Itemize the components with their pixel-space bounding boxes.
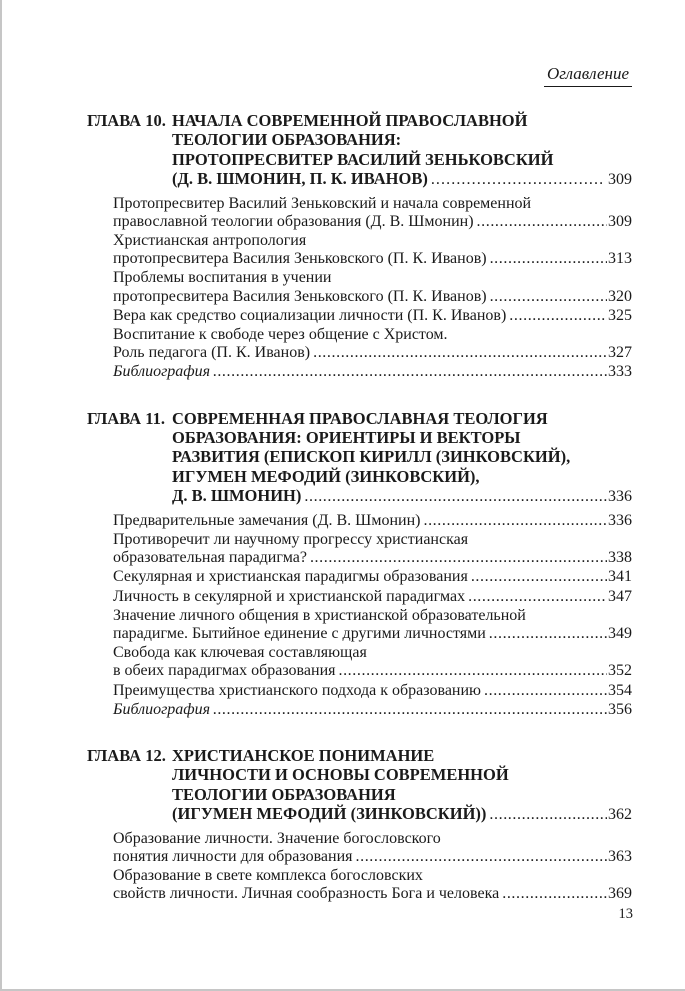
entry-page-ref: 325 <box>608 306 632 324</box>
chapter-title-text: (Д. В. ШМОНИН, П. К. ИВАНОВ) <box>172 169 428 189</box>
chapter-label: ГЛАВА 10. <box>87 111 166 130</box>
entry-line <box>113 512 632 530</box>
entry-line <box>113 363 632 381</box>
chapter-title-text: Д. В. ШМОНИН) <box>172 486 302 506</box>
entry-text: в обеих парадигмах образования <box>113 662 336 680</box>
chapter-title-line: ЛИЧНОСТИ И ОСНОВЫ СОВРЕМЕННОЙ <box>172 765 509 785</box>
chapter-title-line: ОБРАЗОВАНИЯ: ОРИЕНТИРЫ И ВЕКТОРЫ <box>172 428 521 448</box>
entry-text: Предварительные замечания (Д. В. Шмонин) <box>113 511 421 529</box>
entry-text: парадигме. Бытийное единение с другими личностями <box>113 624 486 642</box>
dot-leader <box>489 804 607 824</box>
entry-line <box>113 848 632 866</box>
toc-entry <box>113 531 632 567</box>
dot-leader <box>484 682 607 700</box>
chapter-label: ГЛАВА 12. <box>87 745 166 765</box>
entry-page-ref: 369 <box>608 885 632 903</box>
chapter-page-ref: 362 <box>608 806 632 824</box>
chapter-title-line <box>172 169 632 189</box>
dot-leader <box>490 288 607 306</box>
entry-page-ref: 347 <box>608 587 632 605</box>
entry-page-ref: 352 <box>608 662 632 680</box>
entry-line: Свобода как ключевая составляющая <box>113 644 367 662</box>
entry-line <box>113 625 632 643</box>
chapter-heading <box>87 746 632 825</box>
dot-leader <box>313 344 607 362</box>
toc-entry <box>113 269 632 305</box>
chapter-title-text: (ИГУМЕН МЕФОДИЙ (ЗИНКОВСКИЙ)) <box>172 804 487 824</box>
chapter-heading <box>87 409 632 507</box>
entry-line <box>113 288 632 306</box>
chapter-title-line <box>172 804 632 824</box>
dot-leader <box>477 213 607 231</box>
entry-text: Библиография <box>113 363 211 381</box>
toc-entry <box>113 307 632 325</box>
chapter-section <box>87 409 632 719</box>
toc-entry <box>113 363 632 381</box>
entry-text: Библиография <box>113 700 211 718</box>
dot-leader <box>304 486 607 506</box>
entry-line <box>113 250 632 268</box>
toc-entry <box>113 644 632 680</box>
chapter-title-line <box>172 486 632 506</box>
toc-entry <box>113 232 632 268</box>
entry-page-ref: 309 <box>608 212 632 230</box>
entry-line: Образование в свете комплекса богословских <box>113 866 423 884</box>
entry-line <box>113 568 632 586</box>
chapter-page-ref: 309 <box>608 171 632 189</box>
toc-entry <box>113 607 632 643</box>
chapter-title-line: РАЗВИТИЯ (ЕПИСКОП КИРИЛЛ (ЗИНКОВСКИЙ), <box>172 447 571 467</box>
chapter-title <box>172 111 632 190</box>
entry-line <box>113 588 632 606</box>
dot-leader <box>509 307 607 325</box>
running-header-label: Оглавление <box>546 64 629 83</box>
chapter-title-line: СОВРЕМЕННАЯ ПРАВОСЛАВНАЯ ТЕОЛОГИЯ <box>172 408 548 428</box>
entry-page-ref: 363 <box>608 847 632 865</box>
entry-page-ref: 354 <box>608 681 632 699</box>
toc-entry <box>113 588 632 606</box>
entry-line <box>113 213 632 231</box>
entry-line: Значение личного общения в христианской образовательной <box>113 606 526 624</box>
entry-line <box>113 549 632 567</box>
entry-text: протопресвитера Василия Зеньковского (П. К. Иванов) <box>113 287 487 305</box>
entry-line: Образование личности. Значение богословского <box>113 829 441 847</box>
chapter-heading <box>87 111 632 190</box>
dot-leader <box>213 701 607 719</box>
chapter-label: ГЛАВА 11. <box>87 408 165 428</box>
entry-text: Преимущества христианского подхода к образованию <box>113 681 481 699</box>
running-header <box>544 64 632 87</box>
entry-text: Роль педагога (П. К. Иванов) <box>113 344 311 362</box>
entry-line: Христианская антропология <box>113 232 307 250</box>
toc-entry <box>113 512 632 530</box>
table-of-contents <box>87 111 632 930</box>
toc-entry <box>113 830 632 866</box>
dot-leader <box>489 625 607 643</box>
entry-page-ref: 338 <box>608 549 632 567</box>
entry-text: Секулярная и христианская парадигмы образования <box>113 568 468 586</box>
entry-line: Противоречит ли научному прогрессу христианская <box>113 530 469 548</box>
entry-line <box>113 682 632 700</box>
entry-page-ref: 313 <box>608 250 632 268</box>
entry-text: свойств личности. Личная сообразность Бога и человека <box>113 885 500 903</box>
entry-page-ref: 349 <box>608 624 632 642</box>
folio-page-number: 13 <box>618 906 633 922</box>
toc-entry <box>113 326 632 362</box>
entry-line <box>113 701 632 719</box>
dot-leader <box>468 588 607 606</box>
entry-text: понятия личности для образования <box>113 847 353 865</box>
toc-entry <box>113 867 632 903</box>
chapter-entries <box>113 830 632 904</box>
dot-leader <box>490 250 607 268</box>
entry-text: Вера как средство социализации личности (П. К. Иванов) <box>113 306 507 324</box>
chapter-title-line: ХРИСТИАНСКОЕ ПОНИМАНИЕ <box>172 745 435 765</box>
chapter-title <box>172 409 632 507</box>
chapter-title <box>172 746 632 825</box>
entry-text: протопресвитера Василия Зеньковского (П. К. Иванов) <box>113 250 487 268</box>
entry-line <box>113 307 632 325</box>
entry-page-ref: 336 <box>608 511 632 529</box>
chapter-title-line: НАЧАЛА СОВРЕМЕННОЙ ПРАВОСЛАВНОЙ <box>172 111 528 130</box>
chapter-entries <box>113 512 632 719</box>
entry-text: Личность в секулярной и христианской парадигмах <box>113 587 466 605</box>
entry-line <box>113 344 632 362</box>
entry-text: православной теологии образования (Д. В. Шмонин) <box>113 212 474 230</box>
entry-line: Воспитание к свободе через общение с Христом. <box>113 326 448 344</box>
dot-leader <box>423 512 607 530</box>
chapter-title-line: ИГУМЕН МЕФОДИЙ (ЗИНКОВСКИЙ), <box>172 466 480 486</box>
entry-page-ref: 341 <box>608 568 632 586</box>
chapter-title-line: ТЕОЛОГИИ ОБРАЗОВАНИЯ <box>172 784 396 804</box>
toc-entry <box>113 568 632 586</box>
chapter-title-line: ТЕОЛОГИИ ОБРАЗОВАНИЯ: <box>172 130 402 150</box>
dot-leader <box>356 848 608 866</box>
entry-text: образовательная парадигма? <box>113 549 307 567</box>
entry-page-ref: 333 <box>608 363 632 381</box>
entry-line <box>113 662 632 680</box>
chapter-section <box>87 111 632 382</box>
entry-page-ref: 327 <box>608 344 632 362</box>
toc-entry <box>113 682 632 700</box>
chapter-entries <box>113 195 632 382</box>
chapter-section <box>87 746 632 903</box>
entry-line: Проблемы воспитания в учении <box>113 269 332 287</box>
entry-line: Протопресвитер Василий Зеньковский и начала современной <box>113 194 532 212</box>
dot-leader <box>338 662 607 680</box>
entry-page-ref: 320 <box>608 287 632 305</box>
dot-leader <box>431 169 602 189</box>
dot-leader <box>502 885 607 903</box>
entry-line <box>113 885 632 903</box>
chapter-page-ref: 336 <box>608 488 632 506</box>
toc-entry <box>113 195 632 231</box>
chapter-title-line: ПРОТОПРЕСВИТЕР ВАСИЛИЙ ЗЕНЬКОВСКИЙ <box>172 149 554 169</box>
entry-page-ref: 356 <box>608 700 632 718</box>
dot-leader <box>471 568 607 586</box>
dot-leader <box>213 363 607 381</box>
dot-leader <box>310 549 607 567</box>
toc-entry <box>113 701 632 719</box>
